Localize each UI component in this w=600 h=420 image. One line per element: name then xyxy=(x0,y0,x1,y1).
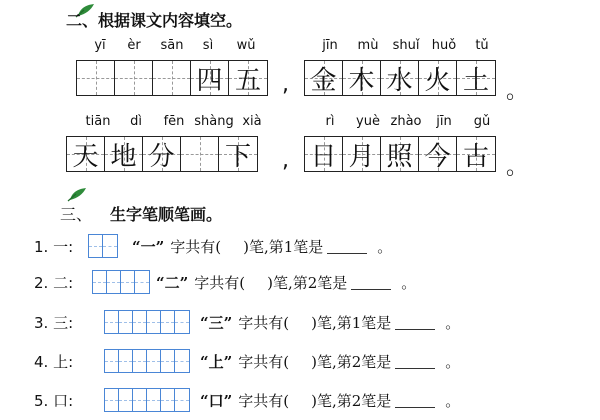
char-cell: 土 xyxy=(457,61,495,95)
stroke-row-1 xyxy=(34,234,392,258)
pinyin: sān xyxy=(160,38,184,53)
pinyin: huǒ xyxy=(431,38,457,53)
char-cell: 日 xyxy=(305,137,343,171)
char-cell[interactable] xyxy=(115,61,153,95)
pinyin: gǔ xyxy=(473,114,491,129)
period: 。 xyxy=(445,352,461,371)
stroke-grid[interactable] xyxy=(88,234,118,258)
row-label: 5. 口: xyxy=(34,391,74,410)
period: 。 xyxy=(506,79,529,104)
section-3-title: 生字笔顺笔画。 xyxy=(110,205,223,224)
char-cell[interactable] xyxy=(181,137,219,171)
pinyin: yī xyxy=(94,38,106,53)
row2-left-grid xyxy=(66,136,258,172)
row-label: 3. 三: xyxy=(34,313,74,332)
stroke-grid[interactable] xyxy=(104,349,190,373)
pinyin: yuè xyxy=(356,114,380,129)
period: 。 xyxy=(401,273,417,292)
section-2-heading xyxy=(66,8,242,31)
answer-blank[interactable] xyxy=(395,393,435,408)
quoted-char: “口” xyxy=(200,391,233,410)
question-text: )笔,第2笔是 xyxy=(311,391,392,410)
pinyin: shàng xyxy=(194,114,234,129)
pinyin: mù xyxy=(357,38,379,53)
char-cell: 地 xyxy=(105,137,143,171)
stroke-grid[interactable] xyxy=(92,270,150,294)
stroke-grid[interactable] xyxy=(104,310,190,334)
row-label: 1. 一: xyxy=(34,237,74,256)
section-2-title: 二、根据课文内容填空。 xyxy=(66,11,243,30)
row2-right-grid xyxy=(304,136,496,172)
comma: , xyxy=(282,72,289,97)
pinyin: jīn xyxy=(322,38,338,53)
pinyin: rì xyxy=(325,114,335,129)
pinyin: sì xyxy=(202,38,214,53)
stroke-row-4 xyxy=(34,349,460,373)
row1-right-grid xyxy=(304,60,496,96)
period: 。 xyxy=(445,391,461,410)
question-text: )笔,第1笔是 xyxy=(311,313,392,332)
char-cell: 分 xyxy=(143,137,181,171)
question-text: 字共有( xyxy=(238,352,290,371)
leaf-icon xyxy=(66,186,88,202)
char-cell: 火 xyxy=(419,61,457,95)
quoted-char: “三” xyxy=(200,313,233,332)
char-cell[interactable] xyxy=(77,61,115,95)
row-label: 4. 上: xyxy=(34,352,74,371)
pinyin: èr xyxy=(127,38,141,53)
quoted-char: “上” xyxy=(200,352,233,371)
char-cell: 古 xyxy=(457,137,495,171)
char-cell: 今 xyxy=(419,137,457,171)
char-cell[interactable] xyxy=(153,61,191,95)
char-cell: 水 xyxy=(381,61,419,95)
question-text: 字共有( xyxy=(238,313,290,332)
pinyin: fēn xyxy=(163,114,185,129)
pinyin: wǔ xyxy=(236,38,256,53)
question-text: 字共有( xyxy=(238,391,290,410)
question-text: 字共有( xyxy=(170,237,222,256)
char-cell: 木 xyxy=(343,61,381,95)
stroke-row-3 xyxy=(34,310,460,334)
section-3-number: 三、 xyxy=(60,205,93,224)
pinyin: zhào xyxy=(390,114,422,129)
pinyin: tiān xyxy=(85,114,111,129)
char-cell: 天 xyxy=(67,137,105,171)
pinyin: xià xyxy=(242,114,262,129)
answer-blank[interactable] xyxy=(395,315,435,330)
pinyin: jīn xyxy=(436,114,452,129)
answer-blank[interactable] xyxy=(327,239,367,254)
stroke-grid[interactable] xyxy=(104,388,190,412)
question-text: )笔,第2笔是 xyxy=(267,273,348,292)
stroke-row-2 xyxy=(34,270,416,294)
char-cell: 照 xyxy=(381,137,419,171)
quoted-char: “一” xyxy=(132,237,165,256)
question-text: )笔,第2笔是 xyxy=(311,352,392,371)
period: 。 xyxy=(377,237,393,256)
period: 。 xyxy=(445,313,461,332)
quoted-char: “二” xyxy=(156,273,189,292)
row1-left-grid xyxy=(76,60,268,96)
question-text: 字共有( xyxy=(194,273,246,292)
period: 。 xyxy=(506,155,529,180)
char-cell: 五 xyxy=(229,61,267,95)
section-3-heading xyxy=(60,202,222,225)
pinyin: tǔ xyxy=(475,38,489,53)
stroke-row-5 xyxy=(34,388,460,412)
question-text: )笔,第1笔是 xyxy=(243,237,324,256)
row-label: 2. 二: xyxy=(34,273,74,292)
answer-blank[interactable] xyxy=(395,354,435,369)
char-cell: 月 xyxy=(343,137,381,171)
answer-blank[interactable] xyxy=(351,275,391,290)
pinyin: shuǐ xyxy=(392,38,420,53)
char-cell: 下 xyxy=(219,137,257,171)
pinyin: dì xyxy=(130,114,142,129)
char-cell: 金 xyxy=(305,61,343,95)
char-cell: 四 xyxy=(191,61,229,95)
comma: , xyxy=(282,148,289,173)
